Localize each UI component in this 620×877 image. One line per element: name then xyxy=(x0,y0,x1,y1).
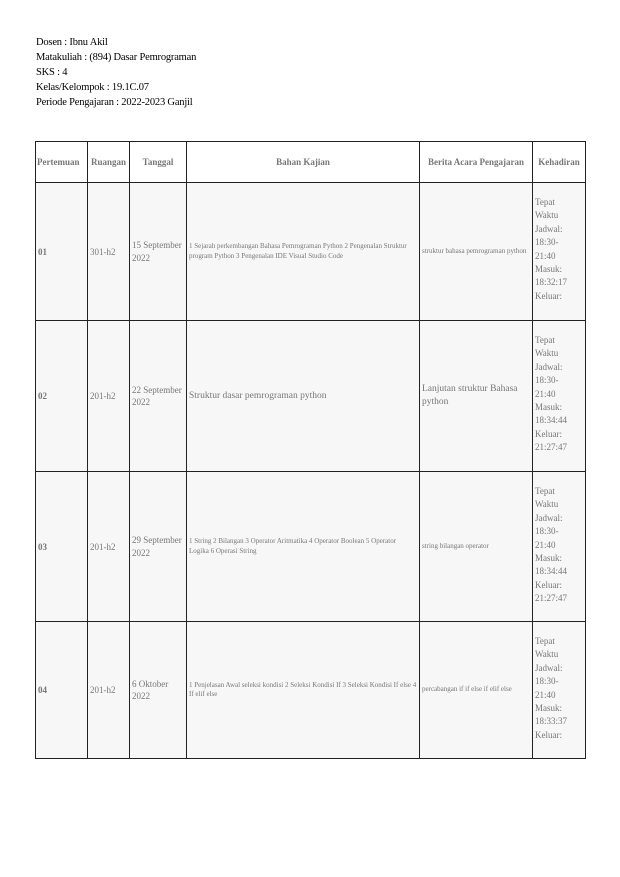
header-ruangan: Ruangan xyxy=(88,142,130,183)
sks-line: SKS : 4 xyxy=(36,67,68,78)
header-pertemuan: Pertemuan xyxy=(36,142,88,183)
ruangan-cell: 201-h2 xyxy=(88,622,130,759)
kehadiran-line: Keluar: xyxy=(535,729,562,740)
header-bahan-kajian: Bahan Kajian xyxy=(187,142,420,183)
kehadiran-line: 18:30- xyxy=(535,375,559,386)
header-berita-acara: Berita Acara Pengajaran xyxy=(420,142,533,183)
kehadiran-line: 21:27:47 xyxy=(535,442,568,453)
kehadiran-line: Masuk: xyxy=(535,402,562,413)
bahan-kajian-cell: Struktur dasar pemrograman python xyxy=(187,321,420,472)
bahan-kajian-cell: 1 Penjelasan Awal seleksi kondisi 2 Seleksi Kondisi If 3 Seleksi Kondisi If else 4 If elif else xyxy=(187,622,420,759)
dosen-line: Dosen : Ibnu Akil xyxy=(36,37,108,48)
ruangan-cell: 201-h2 xyxy=(88,321,130,472)
matakuliah-line: Matakuliah : (894) Dasar Pemrograman xyxy=(36,52,197,63)
pertemuan-cell: 01 xyxy=(36,183,88,321)
kehadiran-line: Waktu xyxy=(535,210,559,221)
kehadiran-line: 18:30- xyxy=(535,526,559,537)
kehadiran-line: 18:30- xyxy=(535,237,559,248)
table-row xyxy=(36,472,586,622)
table-row xyxy=(36,622,586,759)
kehadiran-line: Waktu xyxy=(535,649,559,660)
ruangan-cell: 301-h2 xyxy=(88,183,130,321)
header-tanggal: Tanggal xyxy=(130,142,187,183)
kehadiran-line: 21:40 xyxy=(535,388,556,399)
tanggal-cell: 29 September 2022 xyxy=(130,472,187,622)
kehadiran-line: Waktu xyxy=(535,348,559,359)
table-row xyxy=(36,183,586,321)
kehadiran-cell xyxy=(533,472,586,622)
berita-acara-cell: percabangan if if else if elif else xyxy=(420,622,533,759)
berita-acara-cell: string bilangan operator xyxy=(420,472,533,622)
kehadiran-line: Masuk: xyxy=(535,703,562,714)
kehadiran-line: 21:40 xyxy=(535,689,556,700)
tanggal-cell: 6 Oktober 2022 xyxy=(130,622,187,759)
kehadiran-line: Keluar: xyxy=(535,579,562,590)
kehadiran-line: Masuk: xyxy=(535,553,562,564)
kehadiran-line: Keluar: xyxy=(535,290,562,301)
kehadiran-line: Tepat xyxy=(535,335,555,345)
kehadiran-line: 18:32:17 xyxy=(535,277,568,288)
kehadiran-cell xyxy=(533,622,586,759)
berita-acara-cell: struktur bahasa pemrograman python xyxy=(420,183,533,321)
tanggal-cell: 22 September 2022 xyxy=(130,321,187,472)
tanggal-cell: 15 September 2022 xyxy=(130,183,187,321)
kehadiran-line: Tepat xyxy=(535,636,555,646)
kehadiran-line: 21:27:47 xyxy=(535,593,568,604)
pertemuan-cell: 03 xyxy=(36,472,88,622)
ruangan-cell: 201-h2 xyxy=(88,472,130,622)
kehadiran-line: Waktu xyxy=(535,499,559,510)
table-header-row xyxy=(36,142,586,183)
kehadiran-line: Jadwal: xyxy=(535,361,563,372)
kehadiran-line: Tepat xyxy=(535,486,555,496)
kehadiran-line: 18:30- xyxy=(535,676,559,687)
kehadiran-line: Jadwal: xyxy=(535,223,563,234)
kehadiran-line: Tepat xyxy=(535,197,555,207)
kehadiran-line: Masuk: xyxy=(535,264,562,275)
kehadiran-line: 21:40 xyxy=(535,539,556,550)
berita-acara-cell: Lanjutan struktur Bahasa python xyxy=(420,321,533,472)
kehadiran-line: Jadwal: xyxy=(535,512,563,523)
kehadiran-line: Jadwal: xyxy=(535,662,563,673)
kehadiran-line: Keluar: xyxy=(535,428,562,439)
kelas-line: Kelas/Kelompok : 19.1C.07 xyxy=(36,82,149,93)
attendance-table-wrapper xyxy=(35,141,585,759)
kehadiran-cell xyxy=(533,321,586,472)
header-kehadiran: Kehadiran xyxy=(533,142,586,183)
kehadiran-line: 18:34:44 xyxy=(535,415,568,426)
kehadiran-cell xyxy=(533,183,586,321)
periode-line: Periode Pengajaran : 2022-2023 Ganjil xyxy=(36,97,193,108)
kehadiran-line: 21:40 xyxy=(535,250,556,261)
bahan-kajian-cell: 1 String 2 Bilangan 3 Operator Aritmatika 4 Operator Boolean 5 Operator Logika 6 Operasi String xyxy=(187,472,420,622)
attendance-table xyxy=(35,141,586,759)
document-header xyxy=(36,35,196,110)
pertemuan-cell: 02 xyxy=(36,321,88,472)
table-row xyxy=(36,321,586,472)
kehadiran-line: 18:33:37 xyxy=(535,716,568,727)
kehadiran-line: 18:34:44 xyxy=(535,566,568,577)
bahan-kajian-cell: 1 Sejarah perkembangan Bahasa Pemrograman Python 2 Pengenalan Struktur program Python 3 Pengenalan IDE Visual Studio Code xyxy=(187,183,420,321)
pertemuan-cell: 04 xyxy=(36,622,88,759)
